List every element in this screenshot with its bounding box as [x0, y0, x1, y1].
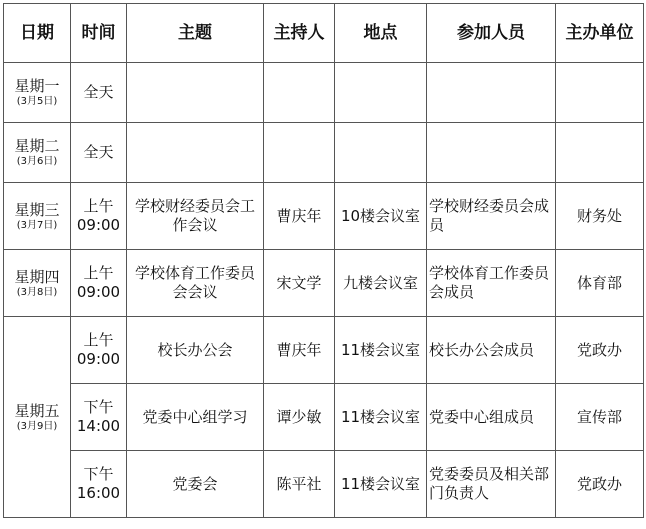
header-time: 时间: [71, 4, 127, 63]
time-period: 上午: [83, 197, 114, 215]
time-clock: 16:00: [76, 484, 121, 502]
time-cell: [71, 317, 127, 384]
day-date: (3月6日): [16, 156, 58, 167]
host-cell: 陈平社: [264, 451, 335, 518]
attendees-cell: [427, 123, 556, 183]
time-cell: [71, 451, 127, 518]
host-cell: 宋文学: [264, 250, 335, 317]
attendees-cell: 党委中心组成员: [427, 384, 556, 451]
topic-cell: 党委中心组学习: [127, 384, 264, 451]
organizer-cell: 体育部: [556, 250, 644, 317]
place-cell: 九楼会议室: [335, 250, 427, 317]
time-clock: 09:00: [76, 350, 121, 368]
table-row: [4, 63, 644, 123]
day-cell: [4, 63, 71, 123]
organizer-cell: [556, 63, 644, 123]
attendees-cell: 党委委员及相关部门负责人: [427, 451, 556, 518]
attendees-cell: 学校体育工作委员会成员: [427, 250, 556, 317]
host-cell: [264, 63, 335, 123]
day-cell: [4, 123, 71, 183]
organizer-cell: 党政办: [556, 451, 644, 518]
day-cell: [4, 250, 71, 317]
time-cell: 全天: [71, 63, 127, 123]
time-clock: 09:00: [76, 216, 121, 234]
time-cell: 全天: [71, 123, 127, 183]
day-date: (3月8日): [16, 286, 58, 298]
time-period: 上午: [83, 331, 114, 349]
time-period: 下午: [83, 465, 114, 483]
host-cell: [264, 123, 335, 183]
table-row: [4, 250, 644, 317]
header-place: 地点: [335, 4, 427, 63]
organizer-cell: 党政办: [556, 317, 644, 384]
topic-cell: 学校财经委员会工作会议: [127, 183, 264, 250]
time-cell: [71, 384, 127, 451]
day-cell: [4, 317, 71, 518]
topic-cell: 校长办公会: [127, 317, 264, 384]
place-cell: 10楼会议室: [335, 183, 427, 250]
time-cell: [71, 183, 127, 250]
topic-cell: [127, 63, 264, 123]
day-date: (3月7日): [16, 219, 58, 231]
table-row: [4, 384, 644, 451]
time-period: 上午: [83, 264, 114, 282]
header-host: 主持人: [264, 4, 335, 63]
organizer-cell: 宣传部: [556, 384, 644, 451]
place-cell: 11楼会议室: [335, 384, 427, 451]
topic-cell: 党委会: [127, 451, 264, 518]
host-cell: 曹庆年: [264, 183, 335, 250]
attendees-cell: [427, 63, 556, 123]
header-date: 日期: [4, 4, 71, 63]
table-row: [4, 451, 644, 518]
topic-cell: 学校体育工作委员会会议: [127, 250, 264, 317]
header-topic: 主题: [127, 4, 264, 63]
day-name: 星期三: [14, 200, 60, 219]
host-cell: 谭少敏: [264, 384, 335, 451]
day-cell: [4, 183, 71, 250]
schedule-table: [3, 3, 644, 518]
header-organizer: 主办单位: [556, 4, 644, 63]
place-cell: [335, 63, 427, 123]
day-name: 星期四: [14, 267, 60, 286]
time-period: 下午: [83, 398, 114, 416]
header-attendees: 参加人员: [427, 4, 556, 63]
header-row: [4, 4, 644, 63]
day-date: (3月5日): [16, 96, 58, 107]
time-clock: 09:00: [76, 283, 121, 301]
organizer-cell: [556, 123, 644, 183]
day-name: 星期二: [14, 137, 60, 155]
day-name: 星期一: [14, 77, 60, 95]
day-date: (3月9日): [16, 420, 58, 432]
attendees-cell: 学校财经委员会成员: [427, 183, 556, 250]
day-name: 星期五: [14, 401, 60, 420]
place-cell: [335, 123, 427, 183]
table-row: [4, 317, 644, 384]
time-clock: 14:00: [76, 417, 121, 435]
place-cell: 11楼会议室: [335, 451, 427, 518]
time-cell: [71, 250, 127, 317]
topic-cell: [127, 123, 264, 183]
table-row: [4, 183, 644, 250]
host-cell: 曹庆年: [264, 317, 335, 384]
attendees-cell: 校长办公会成员: [427, 317, 556, 384]
place-cell: 11楼会议室: [335, 317, 427, 384]
organizer-cell: 财务处: [556, 183, 644, 250]
table-row: [4, 123, 644, 183]
